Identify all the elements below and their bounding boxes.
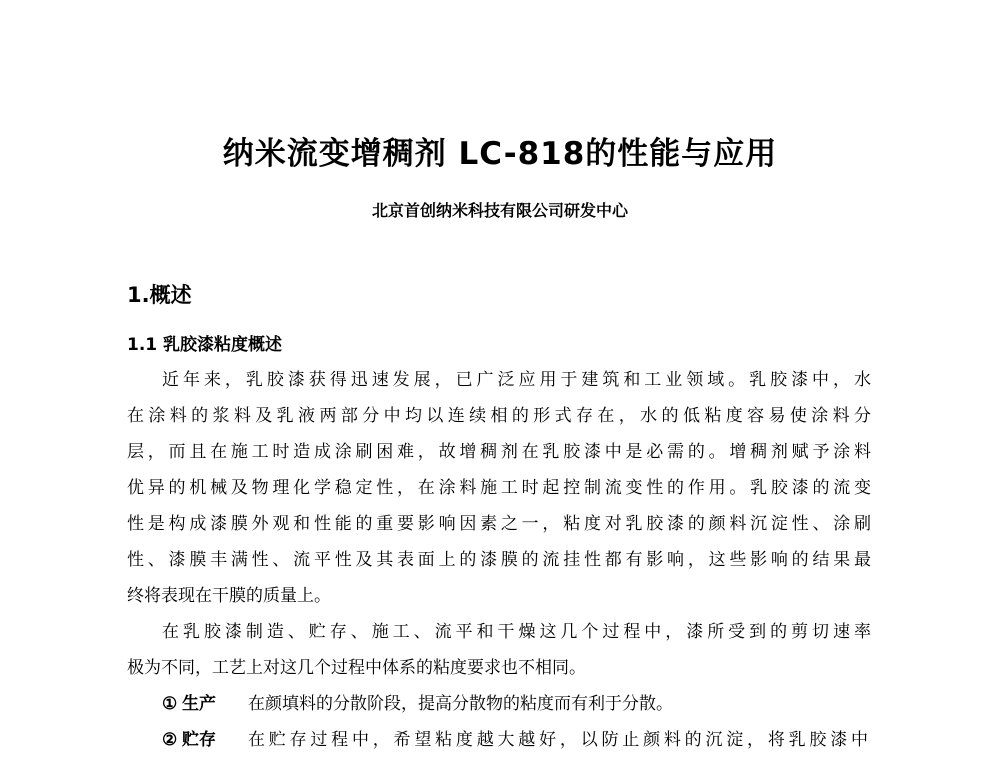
paragraph-line: 近年来，乳胶漆获得迅速发展，已广泛应用于建筑和工业领域。乳胶漆中，水 xyxy=(162,370,871,390)
paragraph-line: 优异的机械及物理化学稳定性，在涂料施工时起控制流变性的作用。乳胶漆的流变 xyxy=(127,478,871,498)
paragraph-line: 性、漆膜丰满性、流平性及其表面上的漆膜的流挂性都有影响，这些影响的结果最 xyxy=(127,550,871,570)
list-item-label: 贮存 xyxy=(182,730,216,750)
subsection-heading: 1.1 乳胶漆粘度概述 xyxy=(127,335,283,355)
list-item-text: 在颜填料的分散阶段，提高分散物的粘度而有利于分散。 xyxy=(248,694,673,714)
paragraph-line: 性是构成漆膜外观和性能的重要影响因素之一，粘度对乳胶漆的颜料沉淀性、涂刷 xyxy=(127,514,871,534)
paragraph-line: 极为不同，工艺上对这几个过程中体系的粘度要求也不相同。 xyxy=(127,658,586,678)
list-item-text: 在贮存过程中，希望粘度越大越好，以防止颜料的沉淀，将乳胶漆中 xyxy=(248,730,868,750)
paragraph-line: 层，而且在施工时造成涂刷困难，故增稠剂在乳胶漆中是必需的。增稠剂赋予涂料 xyxy=(127,442,871,462)
list-item xyxy=(162,692,673,716)
list-item-number: ① xyxy=(162,694,178,714)
paragraph-line: 在乳胶漆制造、贮存、施工、流平和干燥这几个过程中，漆所受到的剪切速率 xyxy=(162,622,871,642)
document-title: 纳米流变增稠剂 LC-818的性能与应用 xyxy=(222,136,778,172)
paragraph-line: 终将表现在干膜的质量上。 xyxy=(127,586,331,606)
paragraph-line: 在涂料的浆料及乳液两部分中均以连续相的形式存在，水的低粘度容易使涂料分 xyxy=(127,406,871,426)
list-item-label: 生产 xyxy=(182,694,216,714)
section-heading: 1.概述 xyxy=(127,283,192,307)
list-item xyxy=(162,728,871,752)
list-item-number: ② xyxy=(162,730,178,750)
document-subtitle: 北京首创纳米科技有限公司研发中心 xyxy=(371,201,628,220)
